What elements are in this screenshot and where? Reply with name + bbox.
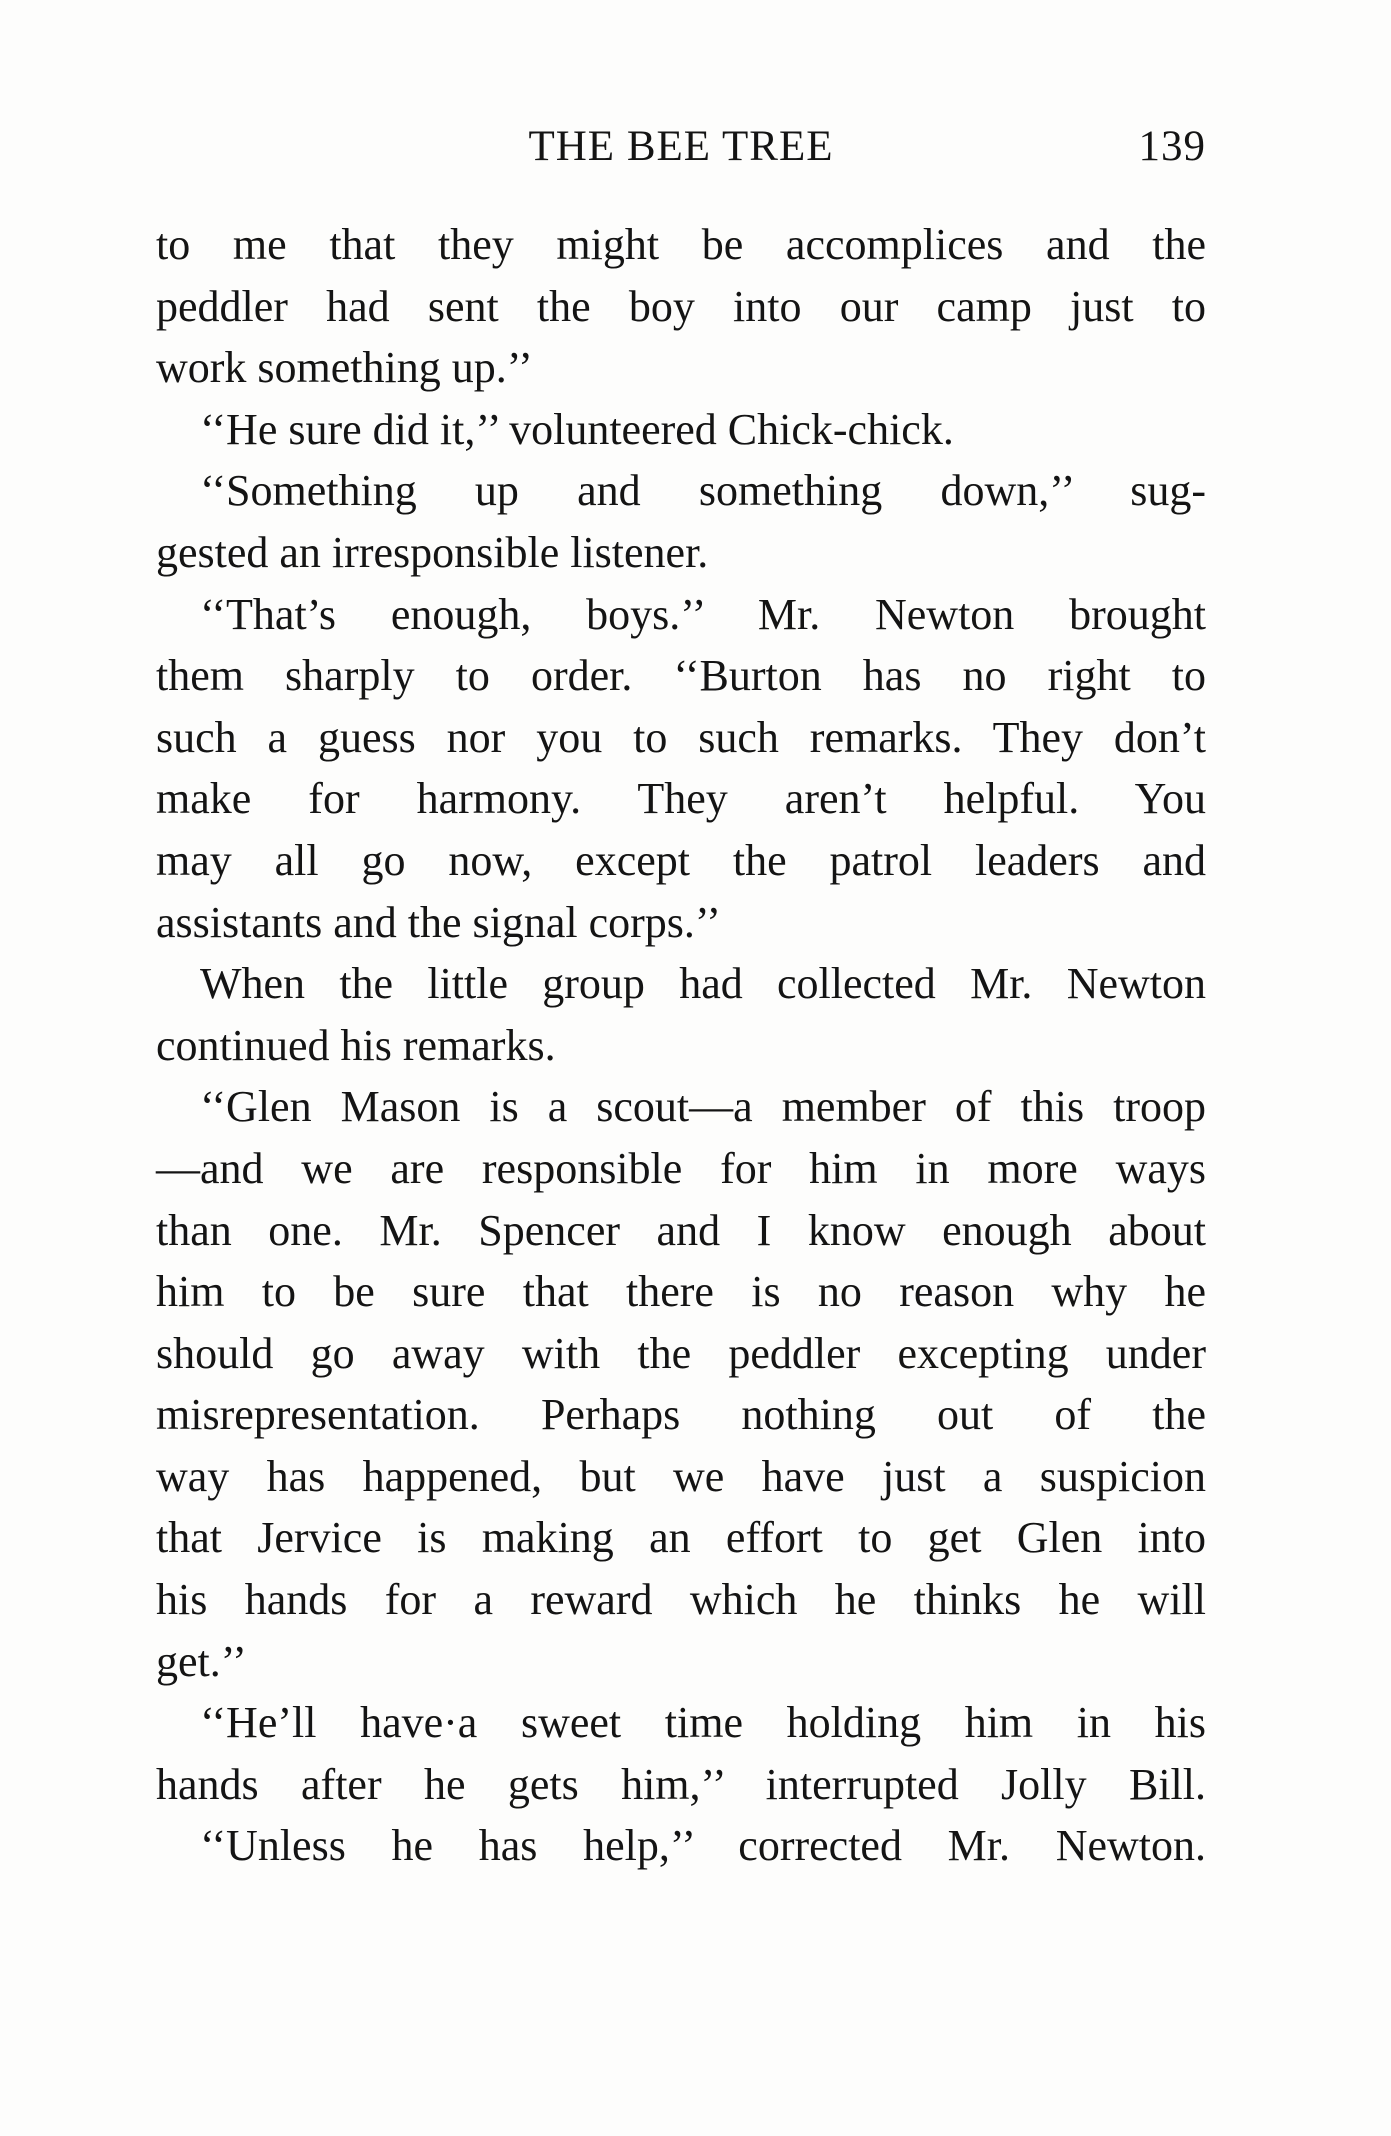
text-line: ‘‘Unless he has help,’’ corrected Mr. Newton.: [200, 1821, 1206, 1871]
text-line: may all go now, except the patrol leaders and: [156, 835, 1206, 885]
text-line: make for harmony. They aren’t helpful. You: [156, 774, 1206, 824]
text-line: ‘‘Glen Mason is a scout—a member of this troop: [200, 1082, 1206, 1132]
text-line: get.’’: [156, 1636, 247, 1686]
text-line: ‘‘That’s enough, boys.’’ Mr. Newton brought: [200, 589, 1206, 639]
running-head: [156, 122, 1206, 182]
body-text: [156, 214, 1206, 1877]
text-line: work something up.’’: [156, 343, 533, 393]
text-line: ‘‘He sure did it,’’ volunteered Chick-chick.: [200, 404, 954, 454]
text-line: continued his remarks.: [156, 1020, 556, 1070]
text-line: him to be sure that there is no reason why he: [156, 1267, 1206, 1317]
text-line: to me that they might be accomplices and the: [156, 220, 1206, 269]
text-line: peddler had sent the boy into our camp just to: [156, 281, 1206, 331]
text-line: way has happened, but we have just a suspicion: [156, 1451, 1206, 1501]
text-line: than one. Mr. Spencer and I know enough about: [156, 1205, 1206, 1255]
text-line: When the little group had collected Mr. Newton: [200, 959, 1206, 1009]
text-line: —and we are responsible for him in more ways: [156, 1143, 1206, 1193]
text-line: gested an irresponsible listener.: [156, 527, 709, 577]
text-line: assistants and the signal corps.’’: [156, 897, 721, 947]
text-line: them sharply to order. ‘‘Burton has no right to: [156, 651, 1206, 701]
text-line: his hands for a reward which he thinks he will: [156, 1575, 1206, 1625]
page-number: 139: [1138, 123, 1206, 170]
text-line: such a guess nor you to such remarks. They don’t: [156, 712, 1206, 762]
text-line: misrepresentation. Perhaps nothing out of the: [156, 1390, 1206, 1440]
text-line: should go away with the peddler excepting under: [156, 1328, 1206, 1378]
running-title: THE BEE TREE: [528, 123, 834, 170]
text-line: that Jervice is making an effort to get Glen into: [156, 1513, 1206, 1563]
text-line: ‘‘Something up and something down,’’ sug-: [200, 466, 1206, 516]
text-line: ‘‘He’ll have·a sweet time holding him in his: [200, 1698, 1206, 1748]
text-line: hands after he gets him,’’ interrupted Jolly Bill.: [156, 1759, 1206, 1809]
